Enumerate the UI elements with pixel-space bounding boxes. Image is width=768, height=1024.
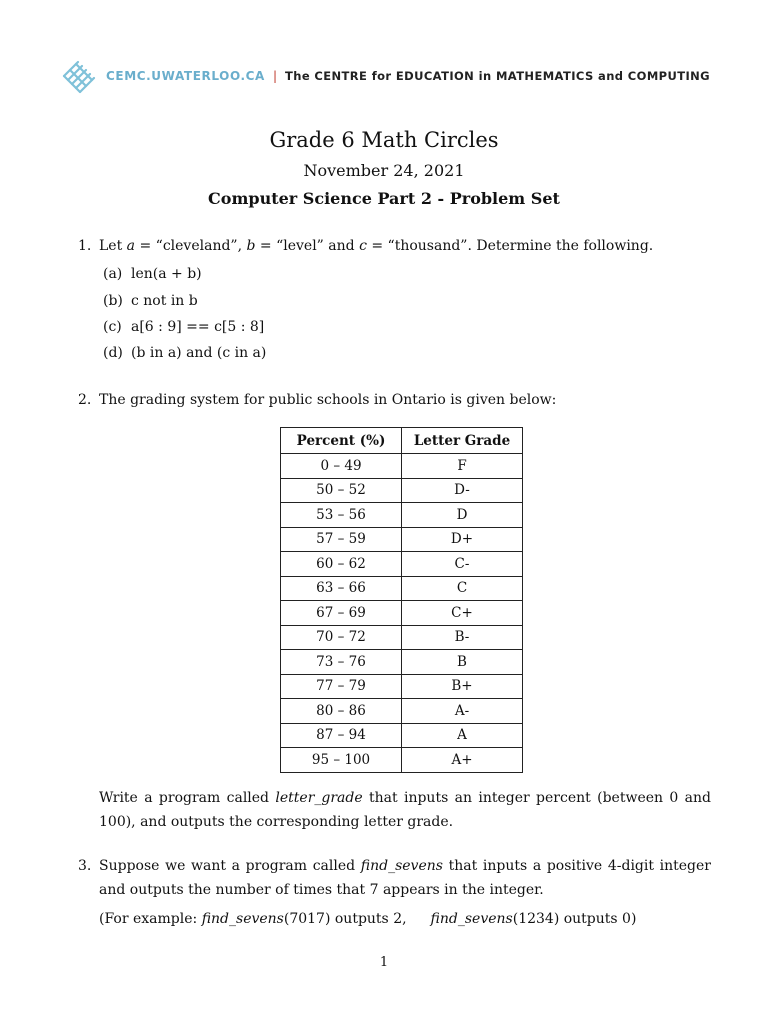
question-text: Let a = “cleveland”, b = “level” and c = “thousand”. Determine the following. bbox=[99, 238, 654, 254]
question-1-part-a: (a) len(a + b) bbox=[103, 266, 202, 282]
percent-cell: 70 – 72 bbox=[281, 625, 402, 650]
percent-cell: 95 – 100 bbox=[281, 748, 402, 773]
table-row bbox=[281, 748, 523, 773]
page-subtitle: Computer Science Part 2 - Problem Set bbox=[208, 189, 560, 208]
grade-cell: C bbox=[402, 576, 523, 601]
percent-cell: 60 – 62 bbox=[281, 552, 402, 577]
table-row bbox=[281, 527, 523, 552]
grade-cell: C- bbox=[402, 552, 523, 577]
table-row bbox=[281, 503, 523, 528]
table-row bbox=[281, 552, 523, 577]
question-1-part-b: (b) c not in b bbox=[103, 293, 198, 309]
percent-cell: 57 – 59 bbox=[281, 527, 402, 552]
grade-cell: D+ bbox=[402, 527, 523, 552]
table-row bbox=[281, 454, 523, 479]
table-row bbox=[281, 478, 523, 503]
column-header: Letter Grade bbox=[402, 428, 523, 454]
page-date: November 24, 2021 bbox=[303, 161, 465, 180]
cemc-header bbox=[60, 58, 710, 94]
percent-cell: 63 – 66 bbox=[281, 576, 402, 601]
question-text: The grading system for public schools in Ontario is given below: bbox=[99, 392, 557, 408]
cemc-url: CEMC.UWATERLOO.CA bbox=[106, 69, 265, 83]
grade-cell: A+ bbox=[402, 748, 523, 773]
percent-cell: 80 – 86 bbox=[281, 699, 402, 724]
page-number: 1 bbox=[379, 955, 389, 970]
percent-cell: 53 – 56 bbox=[281, 503, 402, 528]
program-name: find_sevens bbox=[360, 858, 443, 874]
question-1-part-c: (c) a[6 : 9] == c[5 : 8] bbox=[103, 319, 265, 335]
percent-cell: 73 – 76 bbox=[281, 650, 402, 675]
grade-cell: D- bbox=[402, 478, 523, 503]
percent-cell: 0 – 49 bbox=[281, 454, 402, 479]
grade-cell: C+ bbox=[402, 601, 523, 626]
table-row bbox=[281, 650, 523, 675]
percent-cell: 67 – 69 bbox=[281, 601, 402, 626]
table-header-row bbox=[281, 428, 523, 454]
grade-cell: A- bbox=[402, 699, 523, 724]
question-3-example: (For example: find_sevens(7017) outputs 2, find_sevens(1234) outputs 0) bbox=[99, 911, 637, 927]
header-separator: | bbox=[272, 69, 277, 83]
question-2-instructions: Write a program called letter_grade that inputs an integer percent (between 0 and 100), and outputs the corresponding letter grade. bbox=[99, 790, 711, 830]
grading-table bbox=[280, 427, 523, 773]
cemc-logo-icon bbox=[60, 58, 98, 94]
page-title: Grade 6 Math Circles bbox=[269, 128, 499, 152]
table-row bbox=[281, 723, 523, 748]
percent-cell: 87 – 94 bbox=[281, 723, 402, 748]
question-1-part-d: (d) (b in a) and (c in a) bbox=[103, 345, 267, 361]
column-header: Percent (%) bbox=[281, 428, 402, 454]
table-row bbox=[281, 625, 523, 650]
question-number: 3. bbox=[78, 858, 92, 874]
grade-cell: B bbox=[402, 650, 523, 675]
table-row bbox=[281, 674, 523, 699]
program-name: letter_grade bbox=[275, 790, 363, 806]
grade-cell: F bbox=[402, 454, 523, 479]
percent-cell: 77 – 79 bbox=[281, 674, 402, 699]
grade-cell: A bbox=[402, 723, 523, 748]
centre-name: The CENTRE for EDUCATION in MATHEMATICS and COMPUTING bbox=[285, 69, 711, 83]
grade-cell: D bbox=[402, 503, 523, 528]
question-number: 2. bbox=[78, 392, 92, 408]
question-number: 1. bbox=[78, 238, 92, 254]
percent-cell: 50 – 52 bbox=[281, 478, 402, 503]
grade-cell: B- bbox=[402, 625, 523, 650]
table-row bbox=[281, 699, 523, 724]
question-3-text: Suppose we want a program called find_sevens that inputs a positive 4-digit integer and outputs the number of times that 7 appears in the integer. bbox=[99, 858, 711, 898]
table-row bbox=[281, 601, 523, 626]
table-row bbox=[281, 576, 523, 601]
grade-cell: B+ bbox=[402, 674, 523, 699]
